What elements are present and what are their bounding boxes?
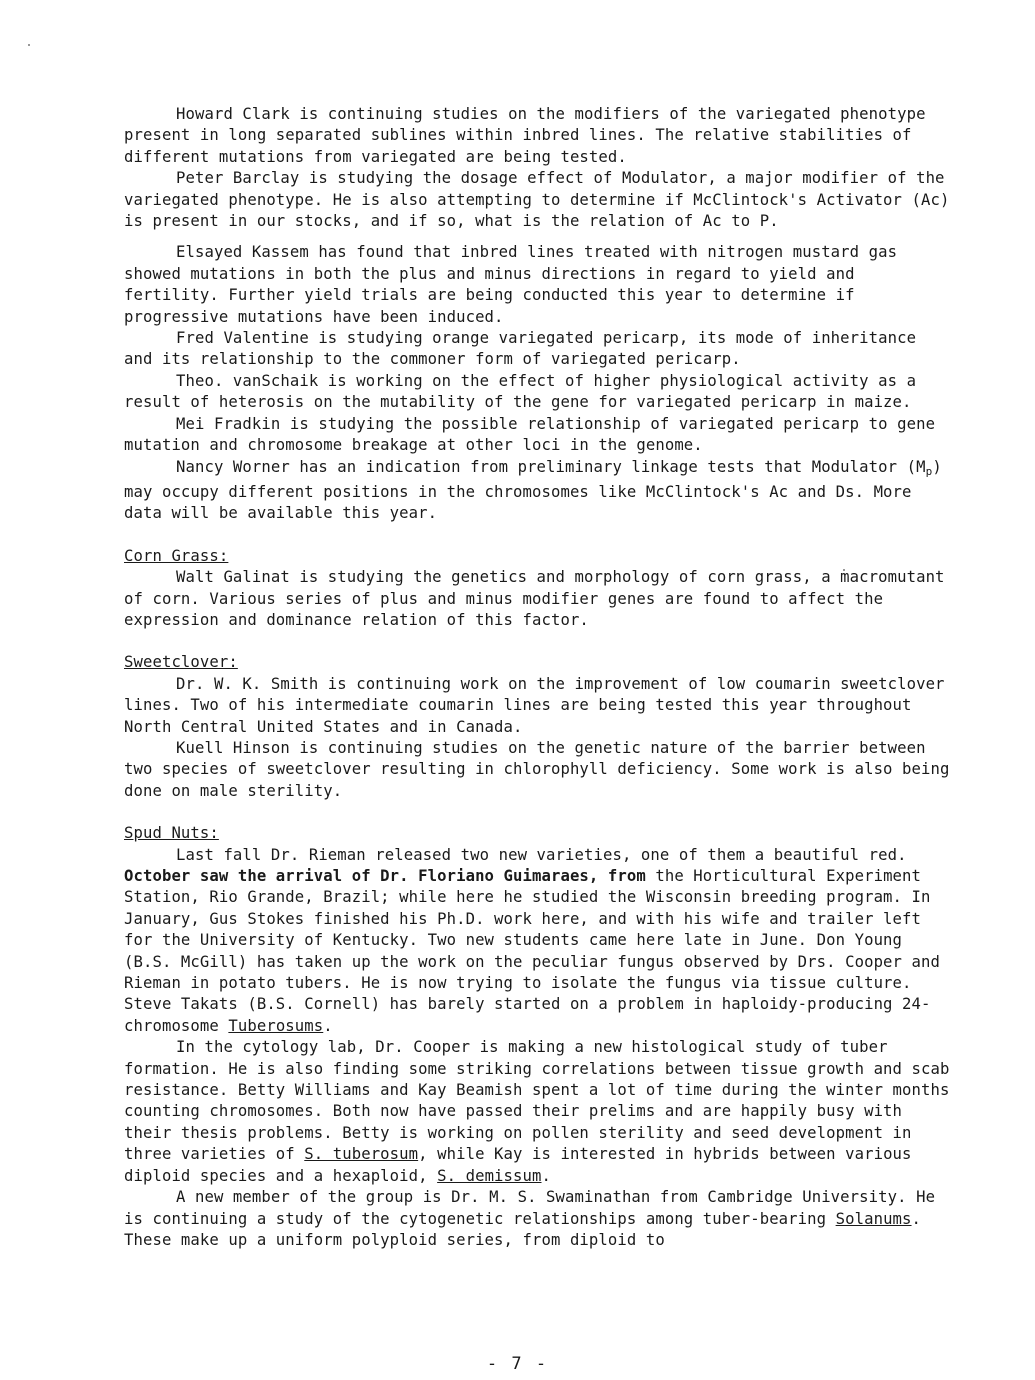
- paragraph-peter-barclay: Peter Barclay is studying the dosage effect of Modulator, a major modifier of the variegated phenotype. He is also attempting to determine if McClintock's Activator (Ac) is present in our stocks, and if so, what is the relation of Ac to P.: [124, 169, 959, 231]
- section-heading-sweetclover: Sweetclover:: [124, 653, 238, 672]
- paragraph-cytology-lab: [124, 1037, 959, 1187]
- paragraph-walt-galinat: Walt Galinat is studying the genetics and morphology of corn grass, a macromutant of corn. Various series of plus and minus modifier genes are found to affect the expression and dominance relation of this factor.: [124, 568, 955, 629]
- paragraph-wk-smith: Dr. W. K. Smith is continuing work on the improvement of low coumarin sweetclover lines. Two of his intermediate coumarin lines are being tested this year throughout North Central United States and in Canada.: [124, 674, 955, 736]
- paragraph-elsayed-kassem: Elsayed Kassem has found that inbred lines treated with nitrogen mustard gas showed mutations in both the plus and minus directions in regard to yield and fertility. Further yield trials are being conducted this year to determine if progressive mutations have been induced.: [124, 243, 907, 326]
- paragraph-mei-fradkin: Mei Fradkin is studying the possible relationship of variegated pericarp to gene mutation and chromosome breakage at other loci in the genome.: [124, 414, 945, 455]
- body-text: [124, 104, 959, 1251]
- paragraph-rieman-part-2: the Horticultural Experiment Station, Rio Grande, Brazil; while here he studied the Wisconsin breeding program. In January, Gus Stokes finished his Ph.D. work here, and with his wife and trailer left for the University of Kentucky. Two new students came here late in June. Don Young (B.S. McGill) has taken up the work on the peculiar fungus observed by Drs. Cooper and Rieman in potato tubers. He is now trying to isolate the fungus via tissue culture. Steve Takats (B.S. Cornell) has barely started on a problem in haploidy-producing 24-chromosome: [124, 867, 950, 1035]
- paragraph-rieman-part-1: Last fall Dr. Rieman released two new varieties, one of them a beautiful red.: [176, 845, 917, 864]
- paragraph-rieman-bold: October saw the arrival of Dr. Floriano Guimaraes, from: [124, 867, 646, 885]
- solanums-term: Solanums: [835, 1209, 912, 1228]
- paragraph-cytology-part-1: In the cytology lab, Dr. Cooper is making a new histological study of tuber formation. He is also finding some striking correlations between tissue growth and scab resistance. Betty Williams and Kay Beamish spent a lot of time during the winter months counting chromosomes. Both now have passed their prelims and are happily busy with their thesis problems. Betty is working on pollen sterility and seed development in three varieties of: [124, 1038, 959, 1164]
- page-number: - 7 -: [486, 1354, 549, 1374]
- s-demissum-term: S. demissum: [437, 1166, 542, 1185]
- paragraph-rieman-end: .: [323, 1016, 333, 1035]
- paragraph-fred-valentine: Fred Valentine is studying orange variegated pericarp, its mode of inheritance and its relationship to the commoner form of variegated pericarp.: [124, 329, 926, 369]
- paragraph-cytology-end: .: [541, 1166, 551, 1185]
- paragraph-howard-clark: Howard Clark is continuing studies on the modifiers of the variegated phenotype present in long separated sublines within inbred lines. The relative stabilities of different mutations from variegated are being tested.: [124, 105, 936, 166]
- paragraph-swaminathan: [124, 1187, 954, 1251]
- paragraph-swaminathan-part-2: . These make up a uniform polyploid series, from diploid to: [124, 1209, 931, 1249]
- scan-speck: [28, 44, 30, 46]
- tuberosums-term: Tuberosums: [228, 1016, 324, 1035]
- paragraph-cytology-part-2: , while Kay is interested in hybrids between various diploid species and a hexaploid,: [124, 1145, 922, 1185]
- paragraph-rieman-varieties: [124, 845, 954, 1038]
- paragraph-nancy-worner-part-1: Nancy Worner has an indication from preliminary linkage tests that Modulator (M: [176, 457, 926, 476]
- paragraph-theo-vanschaik: Theo. vanSchaik is working on the effect of higher physiological activity as a result of heterosis on the mutability of the gene for variegated pericarp in maize.: [124, 371, 926, 412]
- paragraph-nancy-worner-part-2: ) may occupy different positions in the chromosomes like McClintock's Ac and Ds. More data will be available this year.: [124, 457, 952, 523]
- s-tuberosum-term: S. tuberosum: [304, 1145, 419, 1164]
- paragraph-kuell-hinson: Kuell Hinson is continuing studies on the genetic nature of the barrier between two species of sweetclover resulting in chlorophyll deficiency. Some work is also being done on male sterility.: [124, 738, 959, 800]
- section-heading-corn-grass: Corn Grass:: [124, 546, 229, 565]
- modulator-subscript: p: [925, 464, 933, 478]
- paragraph-swaminathan-part-1: A new member of the group is Dr. M. S. Swaminathan from Cambridge University. He is continuing a study of the cytogenetic relationships among tuber-bearing: [124, 1188, 945, 1228]
- section-heading-spud-nuts: Spud Nuts:: [124, 824, 219, 843]
- paragraph-nancy-worner: [124, 457, 954, 525]
